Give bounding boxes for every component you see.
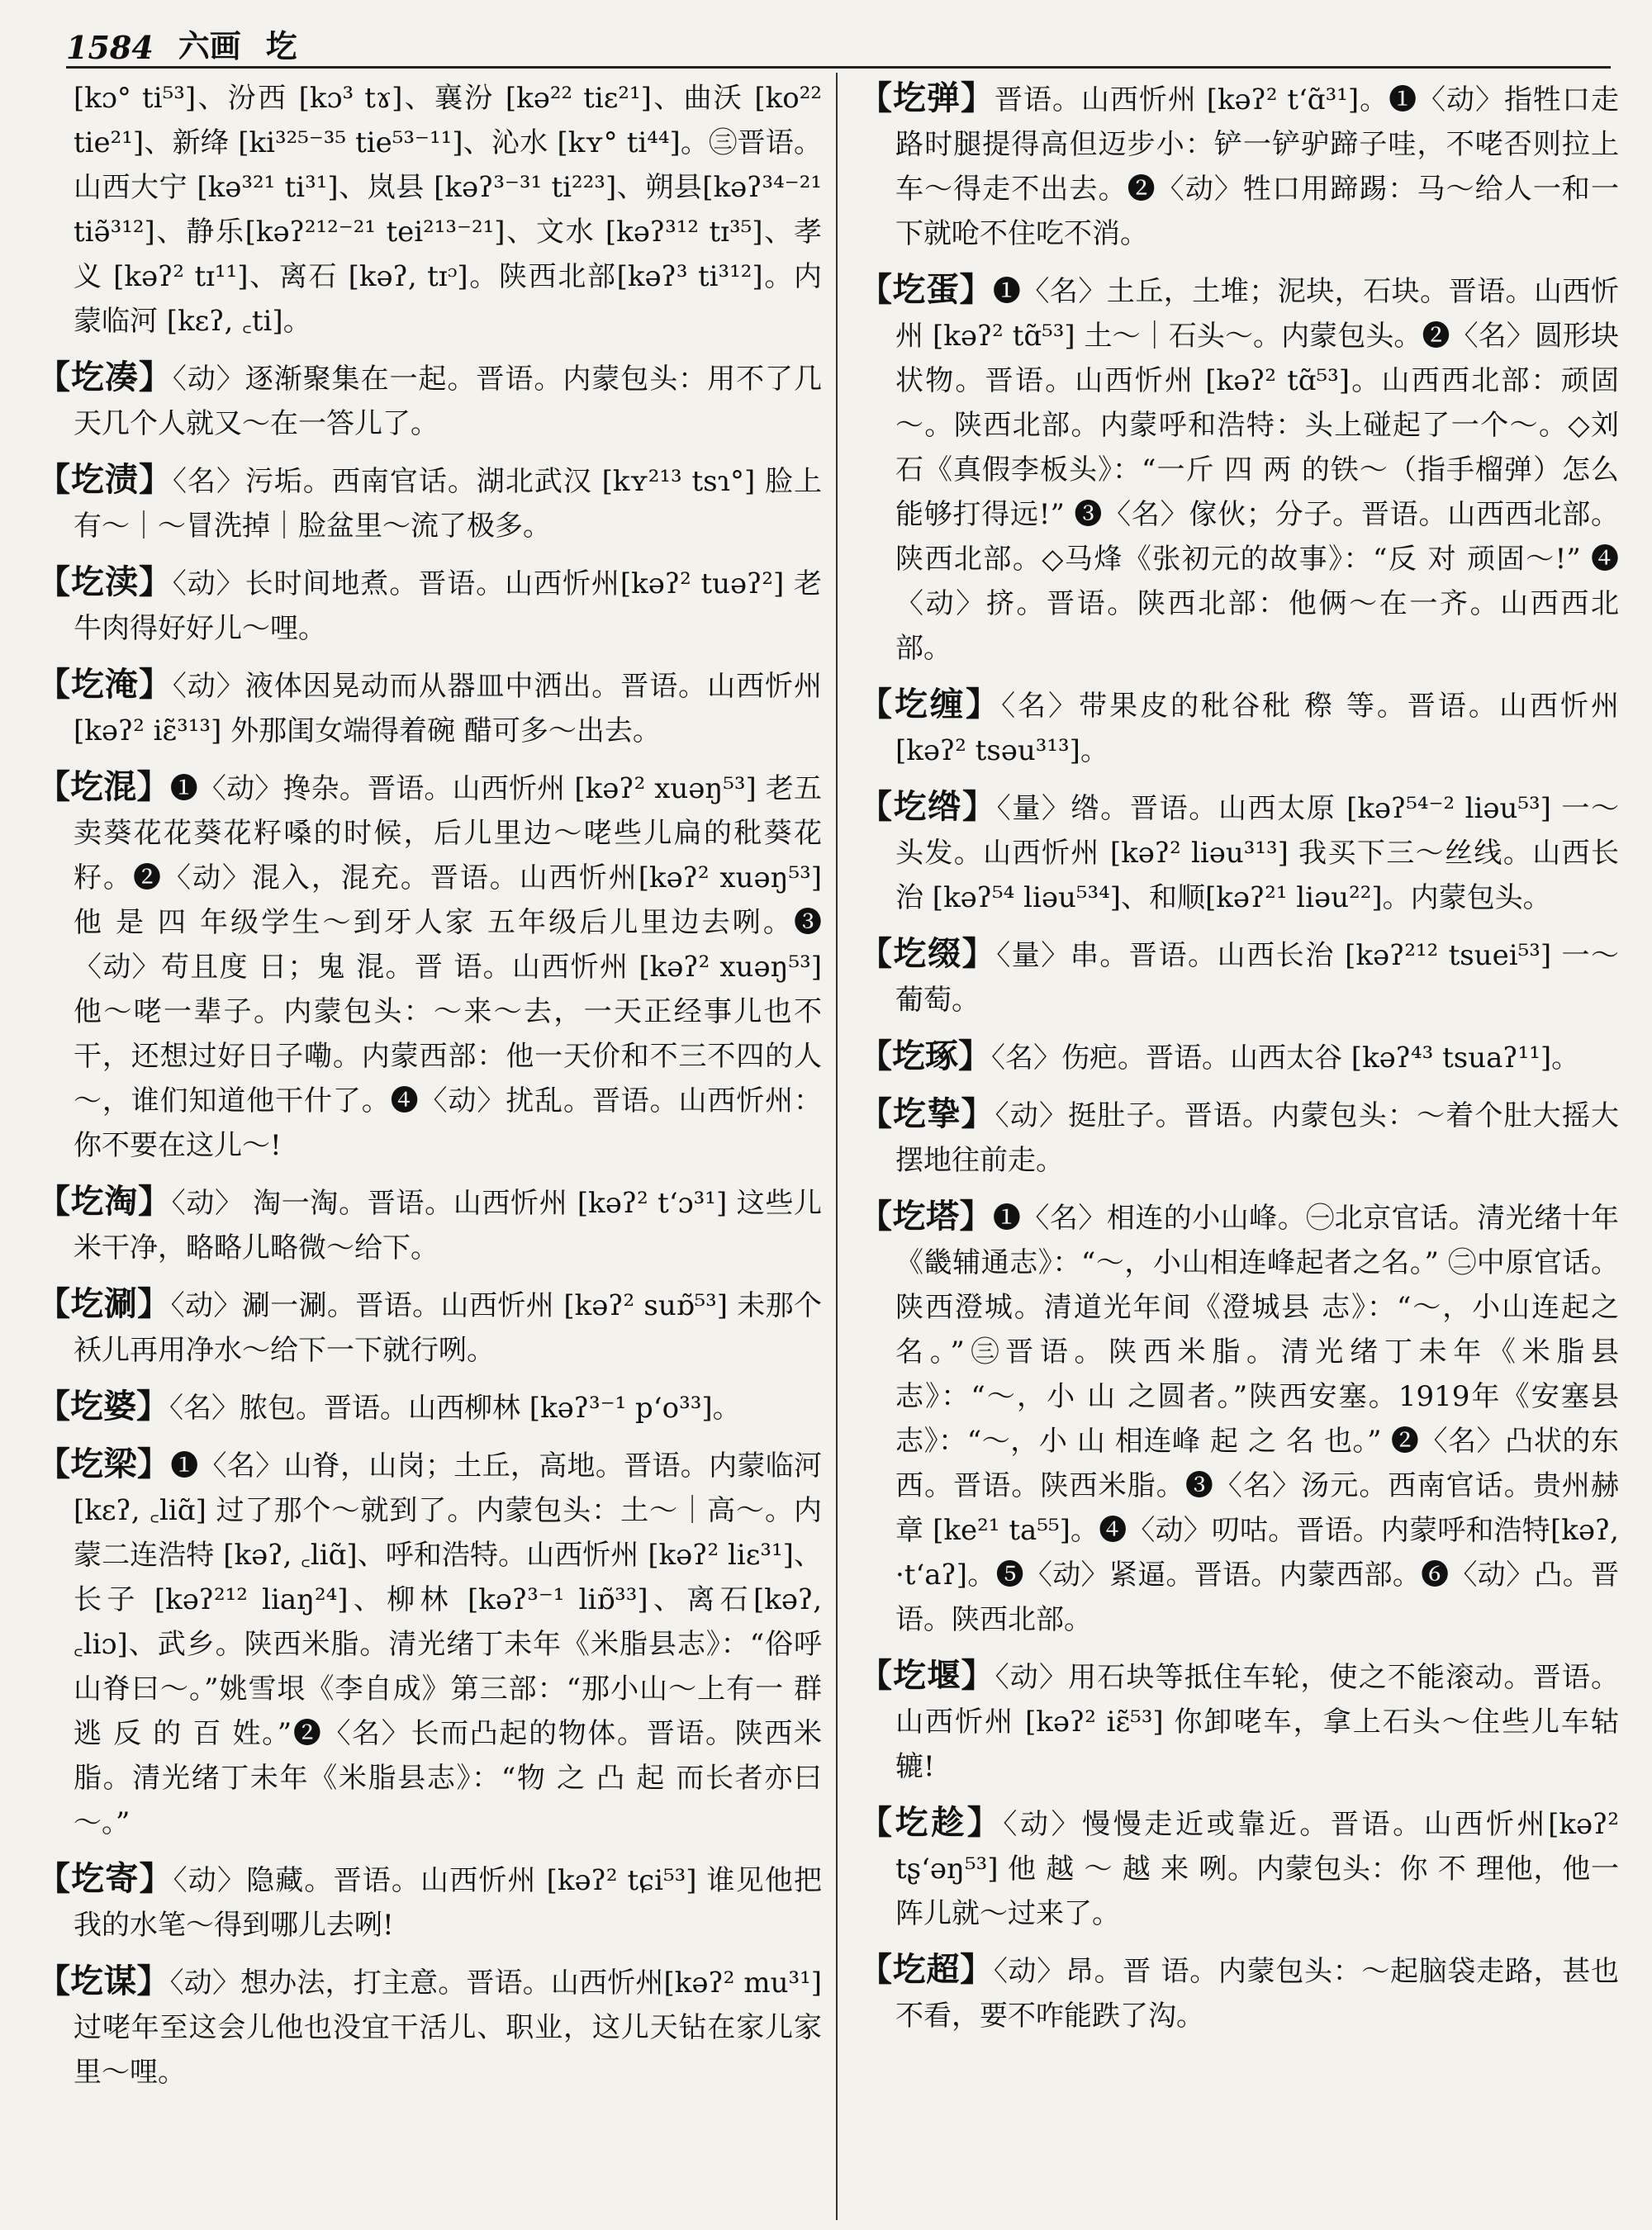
entry-definition: 〈名〉伤疤。晋语。山西太谷 [kəʔ⁴³ tsuaʔ¹¹]。	[991, 1041, 1580, 1075]
entry-definition: 〈动〉昂。晋 语。内蒙包头：～起脑袋走路，甚也不看，要不咋能跌了沟。	[895, 1955, 1619, 2033]
entry-headword: 【圪混】	[37, 767, 170, 806]
entry-headword: 【圪缀】	[859, 934, 997, 973]
dictionary-entry	[37, 355, 822, 446]
right-column	[859, 76, 1619, 2223]
dictionary-entry	[859, 1948, 1619, 2038]
dictionary-entry	[37, 1282, 822, 1373]
entry-definition: 〈动〉想办法，打主意。晋语。山西忻州[kəʔ² mu³¹] 过咾年至这会儿他也没宜干活儿、职业，这儿天钻在家儿家里～哩。	[74, 1967, 822, 2089]
dictionary-entry	[37, 458, 822, 548]
entry-definition: 晋语。山西忻州 [kəʔ² tʻɑ̃³¹]。❶〈动〉指牲口走路时腿提得高但迈步小：铲一铲驴蹄子哇，不咾否则拉上车～得走不出去。❷〈动〉牲口用蹄踢：马～给人一和一下就呛不住吃不消。	[895, 83, 1619, 250]
dictionary-entry	[37, 1959, 822, 2095]
dictionary-entry	[37, 560, 822, 651]
entry-headword: 【圪寄】	[37, 1859, 173, 1898]
entry-definition: 〈动〉涮一涮。晋语。山西忻州 [kəʔ² suɒ̃⁵³] 未那个袄儿再用净水～给下一下就行咧。	[74, 1289, 822, 1367]
entry-headword: 【圪渎】	[37, 562, 173, 601]
entry-headword: 【圪淹】	[37, 665, 173, 704]
entry-headword: 【圪谋】	[37, 1962, 170, 2000]
dictionary-entry	[37, 765, 822, 1168]
entry-definition: ❶〈动〉搀杂。晋语。山西忻州 [kəʔ² xuəŋ⁵³] 老五卖葵花花葵花籽嗓的时候，后儿里边～咾些儿扁的秕葵花籽。❷〈动〉混入，混充。晋语。山西忻州[kəʔ² xuəŋ⁵³] 他 是 四 年级学生～到牙人家 五年级后儿里边去咧。❸〈动〉苟且度 日；鬼 混。晋 语。山西忻州 [kəʔ² xuəŋ⁵³] 他～咾一辈子。内蒙包头：～来～去，一天正经事儿也不干，还想过好日子嘞。内蒙西部：他一天价和不三不四的人～，谁们知道他干什了。❹〈动〉扰乱。晋语。山西忻州：你不要在这儿～!	[74, 772, 822, 1162]
entry-definition: [kɔ° ti⁵³]、汾西 [kɔ³ tɤ]、襄汾 [kə²² tiɛ²¹]、曲沃 [ko²² tie²¹]、新绛 [ki³²⁵⁻³⁵ tie⁵³⁻¹¹]、沁水 [kʏ° ti⁴⁴]。㊂晋语。山西大宁 [kə³²¹ ti³¹]、岚县 [kəʔ³⁻³¹ ti²²³]、朔县[kəʔ³⁴⁻²¹ tiə̃³¹²]、静乐[kəʔ²¹²⁻²¹ tei²¹³⁻²¹]、文水 [kəʔ³¹² tɪ³⁵]、孝义 [kəʔ² tɪ¹¹]、离石 [kəʔ, tɪᵓ]。陕西北部[kəʔ³ ti³¹²]。内蒙临河 [kɛʔ, ꜀ti]。	[74, 82, 822, 338]
section-label: 六画	[178, 27, 241, 64]
dictionary-entry	[859, 1801, 1619, 1936]
dictionary-entry	[37, 1857, 822, 1948]
entry-definition: 〈动〉逐渐聚集在一起。晋语。内蒙包头：用不了几天几个人就又～在一答儿了。	[74, 363, 822, 440]
entry-headword: 【圪琢】	[859, 1037, 991, 1075]
entry-definition: 〈动〉隐藏。晋语。山西忻州 [kəʔ² tɕi⁵³] 谁见他把我的水笔～得到哪儿去咧!	[74, 1864, 822, 1942]
entry-definition: ❶〈名〉相连的小山峰。㊀北京官话。清光绪十年《畿辅通志》：“～，小山相连峰起者之名。” ㊁中原官话。陕西澄城。清道光年间《澄城县 志》：“～，小山连起之名。”㊂晋语。陕西米脂。清光绪丁未年《米脂县志》：“～，小 山 之圆者。”陕西安塞。1919年《安塞县志》：“～，小 山 相连峰 起 之 名 也。” ❷〈名〉凸状的东西。晋语。陕西米脂。❸〈名〉汤元。西南官话。贵州赫章 [ke²¹ ta⁵⁵]。❹〈动〉叨咕。晋语。内蒙呼和浩特[kəʔ, ·tʻaʔ]。❺〈动〉紧逼。晋语。内蒙西部。❻〈动〉凸。晋语。陕西北部。	[895, 1202, 1619, 1636]
entry-headword: 【圪弹】	[859, 78, 995, 117]
entry-definition: 〈名〉脓包。晋语。山西柳林 [kəʔ³⁻¹ pʻo³³]。	[169, 1392, 741, 1425]
entry-definition: 〈名〉污垢。西南官话。湖北武汉 [kʏ²¹³ tsɿ°] 脸上有～｜～冒洗掉｜脸盆里～流了极多。	[74, 465, 822, 543]
page-header	[66, 18, 1602, 66]
dictionary-entry	[859, 1194, 1619, 1642]
entry-headword: 【圪挚】	[859, 1094, 995, 1133]
entry-definition: 〈量〉串。晋语。山西长治 [kəʔ²¹² tsuei⁵³] 一～葡萄。	[895, 939, 1619, 1017]
entry-headword: 【圪淘】	[37, 1182, 172, 1221]
entry-definition: ❶〈名〉山脊，山岗；土丘，高地。晋语。内蒙临河[kɛʔ, ꜀liɑ̃] 过了那个～就到了。内蒙包头：土～｜高～。内蒙二连浩特 [kəʔ, ꜀liɑ̃]、呼和浩特。山西忻州 [kəʔ² liɛ³¹]、长子 [kəʔ²¹² liaŋ²⁴]、柳林 [kəʔ³⁻¹ liɒ̃³³]、离石[kəʔ, ꜀liɔ]、武乡。陕西米脂。清光绪丁未年《米脂县志》：“俗呼山脊曰～。”姚雪垠《李自成》第三部：“那小山～上有一 群 逃 反 的 百 姓。”❷〈名〉长而凸起的物体。晋语。陕西米脂。清光绪丁未年《米脂县志》：“物 之 凸 起 而长者亦曰～。”	[74, 1450, 822, 1839]
dictionary-entry	[859, 785, 1619, 920]
entry-headword: 【圪渍】	[37, 460, 173, 499]
entry-definition: 〈动〉长时间地煮。晋语。山西忻州[kəʔ² tuəʔ²] 老牛肉得好好儿～哩。	[74, 567, 822, 645]
dictionary-entry	[37, 662, 822, 753]
entry-definition: 〈动〉用石块等抵住车轮，使之不能滚动。晋语。山西忻州 [kəʔ² iɛ̃⁵³] 你卸咾车，拿上石头～住些儿车轱辘!	[895, 1661, 1619, 1783]
dictionary-entry	[37, 1442, 822, 1845]
entry-headword: 【圪绺】	[859, 787, 997, 826]
entry-headword: 【圪凑】	[37, 358, 173, 396]
entry-headword: 【圪蛋】	[859, 270, 993, 309]
entry-headword: 【圪塔】	[859, 1197, 993, 1236]
entry-headword: 【圪梁】	[37, 1445, 171, 1483]
dictionary-entry	[37, 1179, 822, 1270]
entry-definition: 〈动〉慢慢走近或靠近。晋语。山西忻州[kəʔ² tʂʻəŋ⁵³] 他 越 ～ 越 来 咧。内蒙包头：你 不 理他，他一阵儿就～过来了。	[895, 1808, 1619, 1930]
headword-char: 圪	[265, 27, 297, 64]
entry-definition: 〈量〉绺。晋语。山西太原 [kəʔ⁵⁴⁻² liəu⁵³] 一～头发。山西忻州 [kəʔ² liəu³¹³] 我买下三～丝线。山西长治 [kəʔ⁵⁴ liəu⁵³⁴]、和顺[kəʔ²¹ liəu²²]。内蒙包头。	[895, 792, 1619, 914]
entry-definition: 〈动〉 淘一淘。晋语。山西忻州 [kəʔ² tʻɔ³¹] 这些儿米干净，略略儿略微～给下。	[74, 1187, 822, 1264]
dictionary-entry	[859, 268, 1619, 671]
entry-headword: 【圪缠】	[859, 685, 1002, 724]
entry-headword: 【圪超】	[859, 1950, 994, 1989]
left-column	[37, 76, 822, 2223]
dictionary-entry	[859, 76, 1619, 256]
entry-definition: 〈动〉挺肚子。晋语。内蒙包头：～着个肚大摇大摆地往前走。	[895, 1099, 1619, 1177]
dictionary-entry	[859, 1654, 1619, 1789]
page-number: 1584	[66, 29, 154, 66]
entry-headword: 【圪涮】	[37, 1284, 171, 1323]
header-rule	[66, 66, 1611, 69]
dictionary-entry	[37, 76, 822, 344]
dictionary-entry	[859, 1092, 1619, 1183]
entry-headword: 【圪婆】	[37, 1387, 169, 1426]
entry-definition: ❶〈名〉土丘，土堆；泥块，石块。晋语。山西忻州 [kəʔ² tɑ̃⁵³] 土～｜石头～。内蒙包头。❷〈名〉圆形块状物。晋语。山西忻州 [kəʔ² tɑ̃⁵³]。山西西北部：顽固～。陕西北部。内蒙呼和浩特：头上碰起了一个～。◇刘石《真假李板头》：“一斤 四 两 的铁～（指手榴弹）怎么能够打得远!” ❸〈名〉傢伙；分子。晋语。山西西北部。陕西北部。◇马烽《张初元的故事》：“反 对 顽固～!” ❹〈动〉挤。晋语。陕西北部：他俩～在一齐。山西西北部。	[895, 275, 1619, 665]
entry-definition: 〈名〉带果皮的秕谷秕 穄 等。晋语。山西忻州 [kəʔ² tsəu³¹³]。	[895, 690, 1619, 767]
dictionary-entry	[859, 932, 1619, 1022]
entry-headword: 【圪堰】	[859, 1656, 995, 1695]
column-divider	[836, 73, 838, 2220]
entry-definition: 〈动〉液体因晃动而从器皿中洒出。晋语。山西忻州 [kəʔ² iɛ̃³¹³] 外那闺女端得着碗 醋可多～出去。	[74, 670, 822, 747]
dictionary-entry	[859, 682, 1619, 773]
dictionary-entry	[37, 1384, 822, 1431]
entry-headword: 【圪趁】	[859, 1803, 1004, 1842]
dictionary-entry	[859, 1034, 1619, 1080]
